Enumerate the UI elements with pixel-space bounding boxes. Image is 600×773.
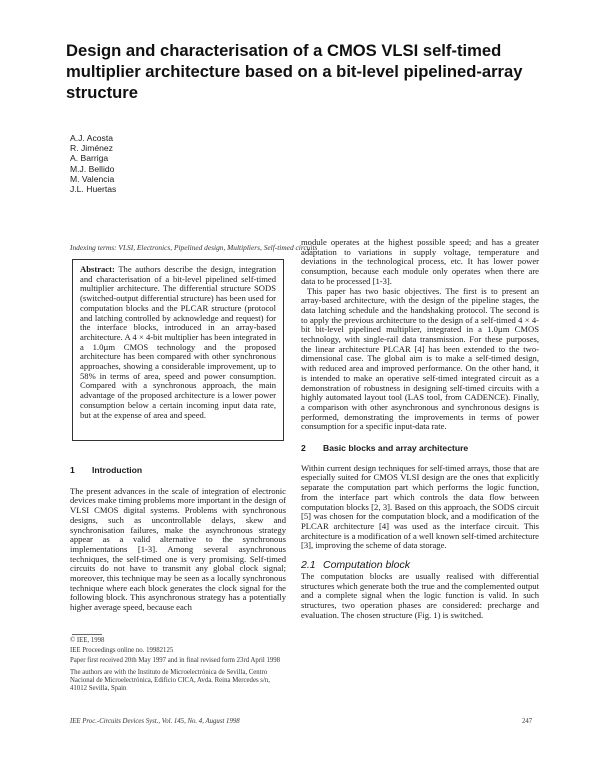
section-2-heading: 2 Basic blocks and array architecture	[301, 443, 469, 454]
author: J.L. Huertas	[70, 184, 117, 195]
author: M.J. Bellido	[70, 163, 115, 174]
author: R. Jiménez	[70, 143, 113, 154]
author: A. Barriga	[70, 153, 109, 164]
abstract-text: The authors describe the design, integration and characterisation of a bit-level pipelined self-timed multiplier architecture. The differential structure SODS (switched-output differential structure) has been used for computation blocks and the PLCAR structure (protocol and latching controlled by acknowledge and request) for the interface blocks, introduced in an array-based architecture. A 4 × 4-bit multiplier has been integrated in a 1.0µm CMOS technology and the proposed architecture has been compared with other synchronous approaches, showing a considerable improvement, up to 58% in terms of area, speed and power consumption. Compared with a synchronous approach, the main advantage of the proposed architecture is a lower power consumption below a certain incoming input data rate, but at the expense of area and speed.	[80, 264, 276, 420]
footnote-rule	[72, 634, 102, 635]
footnotes	[70, 637, 286, 693]
section-1-text: The present advances in the scale of integration of electronic devices make timing problems more important in the design of VLSI CMOS digital systems. Problems with synchronous designs, such as uncontrollable delays, skew and synchronisation failures, make the asynchronous strategy appear as a valid alternative to the synchronous implementations [1-3]. Among several asynchronous techniques, the self-timed one is very promising. Self-timed circuits do not have to transmit any global clock signal; moreover, this technique may be seen as a locally synchronous technique where each block generates the clock signal for the following block. This asynchronous strategy has a potentially higher average speed, because each	[70, 485, 286, 613]
paragraph: This paper has two basic objectives. The first is to present an array-based architecture, with the design of the pipeline stages, the data latching schedule and the handshaking protocol. The second is to apply the previous architecture to the design of a self-timed 4 × 4-bit bit-level pipelined multiplier, integrated in a 1.0µm CMOS technology, with single-rail data transmission. For these purposes, the linear architecture PLCAR [4] has been extended to the two-dimensional case. The global aim is to make a self-timed design, with reduced area and improved performance. On the other hand, it is intended to make an operative self-timed integrated circuit as a demonstration of robustness in designing self-timed circuits with a highly automated layout tool (LAS tool, from CADENCE). Finally, a comparison with other asynchronous and synchronous designs is performed, demonstrating the improvements in terms of power consumption for a specific input-data rate.	[301, 285, 539, 432]
paragraph: module operates at the highest possible speed; and has a greater adaptation to variations in supply voltage, temperature and deviations in the technological process, etc. It has lower power consumption, because each module only operates when there are data to be processed [1-3].	[301, 237, 539, 286]
paper-id: IEE Proceedings online no. 19982125	[70, 647, 174, 654]
right-column	[301, 238, 539, 620]
paper-title: Design and characterisation of a CMOS VLSI self-timed multiplier architecture based on a bit-level pipelined-array structure	[66, 41, 523, 102]
section-1-heading: 1 Introduction	[70, 465, 143, 475]
affiliation: The authors are with the Instituto de Microelectrónica de Sevilla, Centro Nacional de Microelectrónica, Edificio CICA, Avda. Reina Mercedes s/n, 41012 Sevilla, Spain	[70, 669, 270, 692]
copyright: © IEE, 1998	[70, 637, 105, 644]
indexing-terms: Indexing terms: VLSI, Electronics, Pipelined design, Multipliers, Self-timed circuits	[70, 243, 318, 252]
section-2-1-text: The computation blocks are usually realised with differential structures which generate both the true and the complemented output and a complete signal when the logic function is valid. In such structures, two operation phases are considered: precharge and evaluation. The chosen structure (Fig. 1) is switched.	[301, 570, 539, 620]
received-date: Paper first received 20th May 1997 and in final revised form 23rd April 1998	[70, 657, 281, 664]
left-column	[70, 466, 286, 613]
abstract-box	[72, 259, 284, 441]
author: M. Valencia	[70, 173, 115, 184]
section-2-1-heading: 2.1 Computation block	[301, 559, 410, 572]
page-number: 247	[522, 718, 533, 725]
abstract-label: Abstract:	[80, 264, 115, 274]
author: A.J. Acosta	[70, 133, 113, 143]
author-list	[70, 133, 116, 194]
section-2-text: Within current design techniques for self-timed arrays, those that are especially suited for CMOS VLSI design are the ones that explicitly separate the computation part which performs the logic function, from the interface part which controls the data flow between computation blocks [2, 3]. Based on this approach, the SODS circuit [5] was chosen for the computation block, and a modification of the PLCAR architecture [4] was used as the interface circuit. This architecture is a modification of a well known self-timed architecture [3], improving the scheme of data storage.	[301, 462, 539, 551]
journal-footer: IEE Proc.-Circuits Devices Syst., Vol. 145, No. 4, August 1998	[70, 718, 240, 725]
